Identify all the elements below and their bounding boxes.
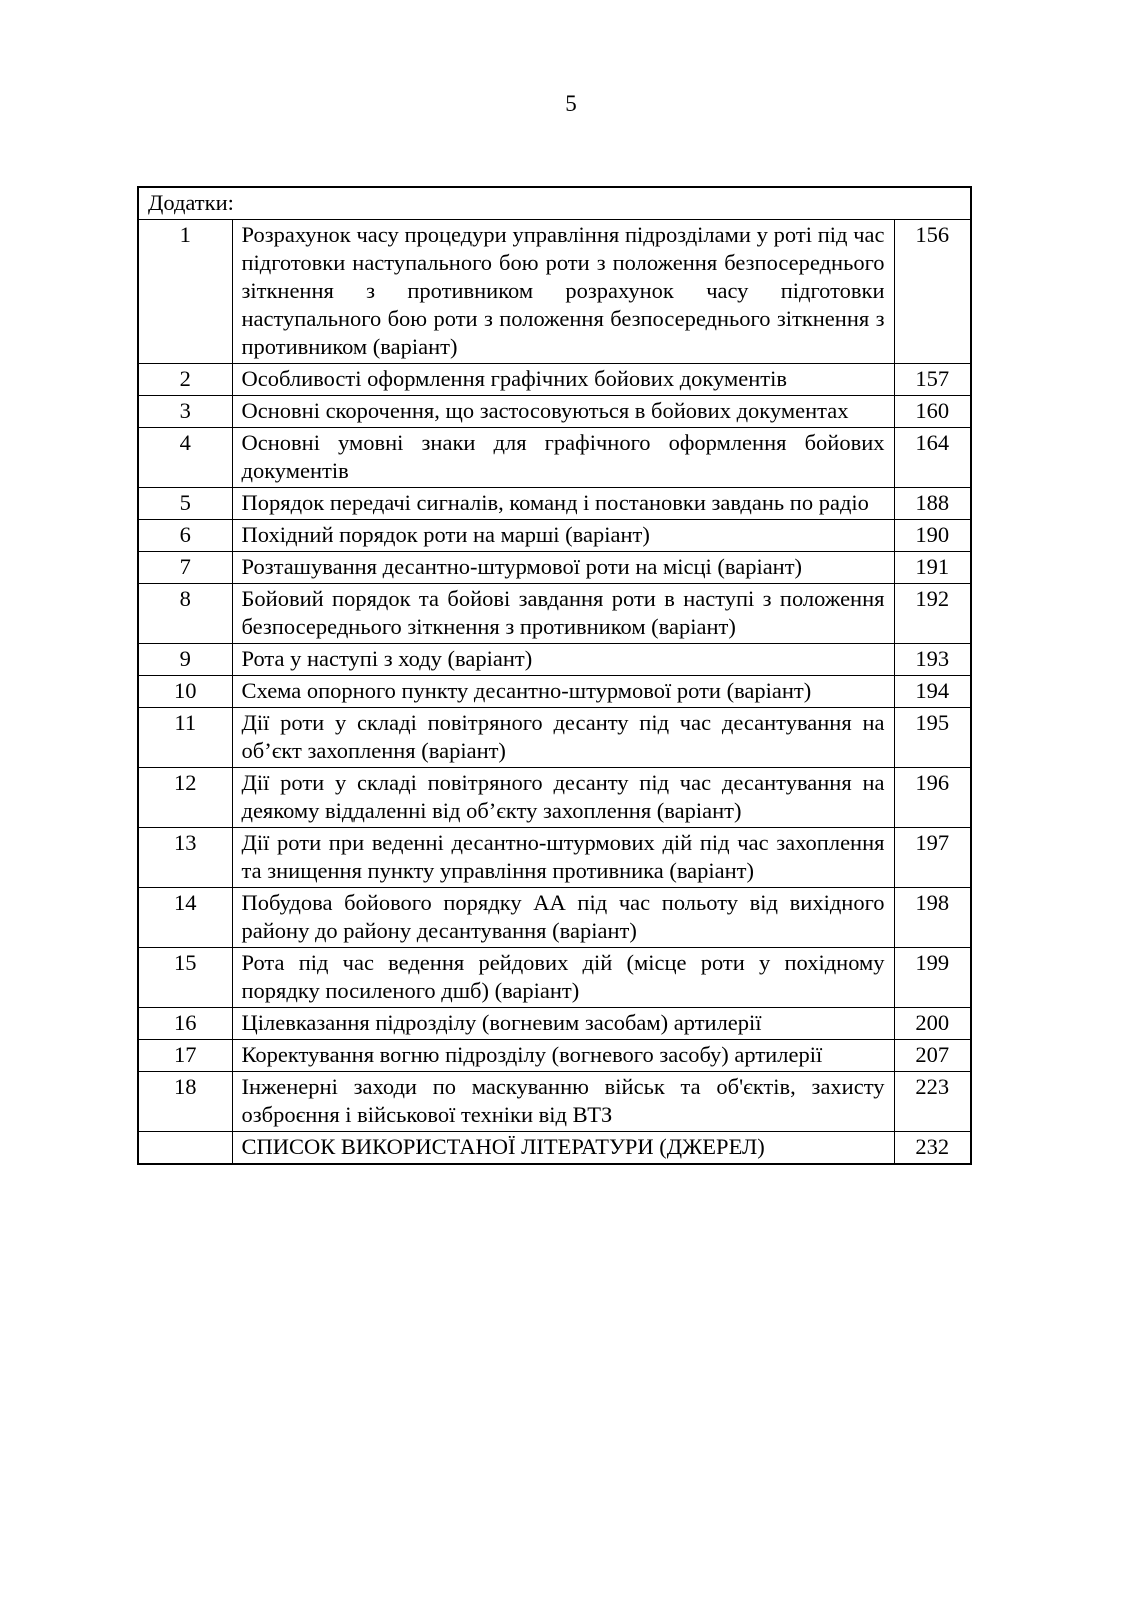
row-page-cell: 195 <box>894 708 971 768</box>
table-row <box>138 428 971 488</box>
row-title-cell: Дії роти при веденні десантно-штурмових дій під час захоплення та знищення пункту управління противника (варіант) <box>232 828 894 888</box>
row-page-cell: 193 <box>894 644 971 676</box>
table-row <box>138 552 971 584</box>
table-row <box>138 488 971 520</box>
table-row <box>138 708 971 768</box>
row-page-cell: 196 <box>894 768 971 828</box>
row-title-cell: Порядок передачі сигналів, команд і постановки завдань по радіо <box>232 488 894 520</box>
row-title-cell: Розташування десантно-штурмової роти на місці (варіант) <box>232 552 894 584</box>
row-title-cell: Схема опорного пункту десантно-штурмової роти (варіант) <box>232 676 894 708</box>
row-page-cell: 190 <box>894 520 971 552</box>
row-page-cell: 199 <box>894 948 971 1008</box>
row-page-cell: 198 <box>894 888 971 948</box>
table-row <box>138 396 971 428</box>
row-title-cell: Цілевказання підрозділу (вогневим засобам) артилерії <box>232 1008 894 1040</box>
row-number-cell: 8 <box>138 584 232 644</box>
table-row <box>138 888 971 948</box>
row-number-cell: 5 <box>138 488 232 520</box>
row-title-cell: Похідний порядок роти на марші (варіант) <box>232 520 894 552</box>
row-page-cell: 223 <box>894 1072 971 1132</box>
row-number-cell: 13 <box>138 828 232 888</box>
table-row <box>138 1040 971 1072</box>
table-row <box>138 828 971 888</box>
row-number-cell: 16 <box>138 1008 232 1040</box>
row-page-cell: 157 <box>894 364 971 396</box>
appendices-table <box>137 186 972 1165</box>
table-row <box>138 948 971 1008</box>
row-number-cell: 12 <box>138 768 232 828</box>
row-number-cell: 7 <box>138 552 232 584</box>
row-page-cell: 194 <box>894 676 971 708</box>
row-title-cell: Рота під час ведення рейдових дій (місце роти у похідному порядку посиленого дшб) (варіант) <box>232 948 894 1008</box>
row-number-cell: 4 <box>138 428 232 488</box>
row-number-cell: 15 <box>138 948 232 1008</box>
table-row <box>138 644 971 676</box>
row-title-cell: Коректування вогню підрозділу (вогневого засобу) артилерії <box>232 1040 894 1072</box>
table-row <box>138 520 971 552</box>
row-number-cell: 9 <box>138 644 232 676</box>
table-row <box>138 768 971 828</box>
row-number-cell: 18 <box>138 1072 232 1132</box>
row-page-cell: 156 <box>894 220 971 364</box>
row-title-cell: Дії роти у складі повітряного десанту під час десантування на деякому віддаленні від об’єкту захоплення (варіант) <box>232 768 894 828</box>
table-header-label: Додатки: <box>138 187 971 220</box>
table-row <box>138 584 971 644</box>
row-title-cell: Побудова бойового порядку АА під час польоту від вихідного району до району десантування (варіант) <box>232 888 894 948</box>
page-number: 5 <box>565 91 577 116</box>
row-number-cell: 6 <box>138 520 232 552</box>
row-page-cell: 160 <box>894 396 971 428</box>
row-title-cell: Основні скорочення, що застосовуються в бойових документах <box>232 396 894 428</box>
row-number-cell: 14 <box>138 888 232 948</box>
row-page-cell: 192 <box>894 584 971 644</box>
row-number-cell: 10 <box>138 676 232 708</box>
table-row <box>138 364 971 396</box>
row-number-cell <box>138 1132 232 1165</box>
table-header-row <box>138 187 971 220</box>
row-page-cell: 197 <box>894 828 971 888</box>
row-page-cell: 232 <box>894 1132 971 1165</box>
row-page-cell: 200 <box>894 1008 971 1040</box>
row-number-cell: 17 <box>138 1040 232 1072</box>
row-title-cell: Інженерні заходи по маскуванню військ та об'єктів, захисту озброєння і військової техніки від ВТЗ <box>232 1072 894 1132</box>
row-number-cell: 3 <box>138 396 232 428</box>
row-page-cell: 191 <box>894 552 971 584</box>
table-row <box>138 1132 971 1165</box>
table-row <box>138 220 971 364</box>
row-page-cell: 188 <box>894 488 971 520</box>
row-number-cell: 11 <box>138 708 232 768</box>
table-row <box>138 1072 971 1132</box>
row-title-cell: Основні умовні знаки для графічного оформлення бойових документів <box>232 428 894 488</box>
row-title-cell: Розрахунок часу процедури управління підрозділами у роті під час підготовки наступального бою роти з положення безпосереднього зіткнення з противником розрахунок часу підготовки наступального бою роти з положення безпосереднього зіткнення з противником (варіант) <box>232 220 894 364</box>
row-number-cell: 1 <box>138 220 232 364</box>
row-page-cell: 207 <box>894 1040 971 1072</box>
row-title-cell: Дії роти у складі повітряного десанту під час десантування на об’єкт захоплення (варіант) <box>232 708 894 768</box>
table-row <box>138 676 971 708</box>
row-title-cell: Рота у наступі з ходу (варіант) <box>232 644 894 676</box>
table-row <box>138 1008 971 1040</box>
row-title-cell: СПИСОК ВИКОРИСТАНОЇ ЛІТЕРАТУРИ (ДЖЕРЕЛ) <box>232 1132 894 1165</box>
row-title-cell: Особливості оформлення графічних бойових документів <box>232 364 894 396</box>
row-title-cell: Бойовий порядок та бойові завдання роти в наступі з положення безпосереднього зіткнення з противником (варіант) <box>232 584 894 644</box>
row-number-cell: 2 <box>138 364 232 396</box>
row-page-cell: 164 <box>894 428 971 488</box>
